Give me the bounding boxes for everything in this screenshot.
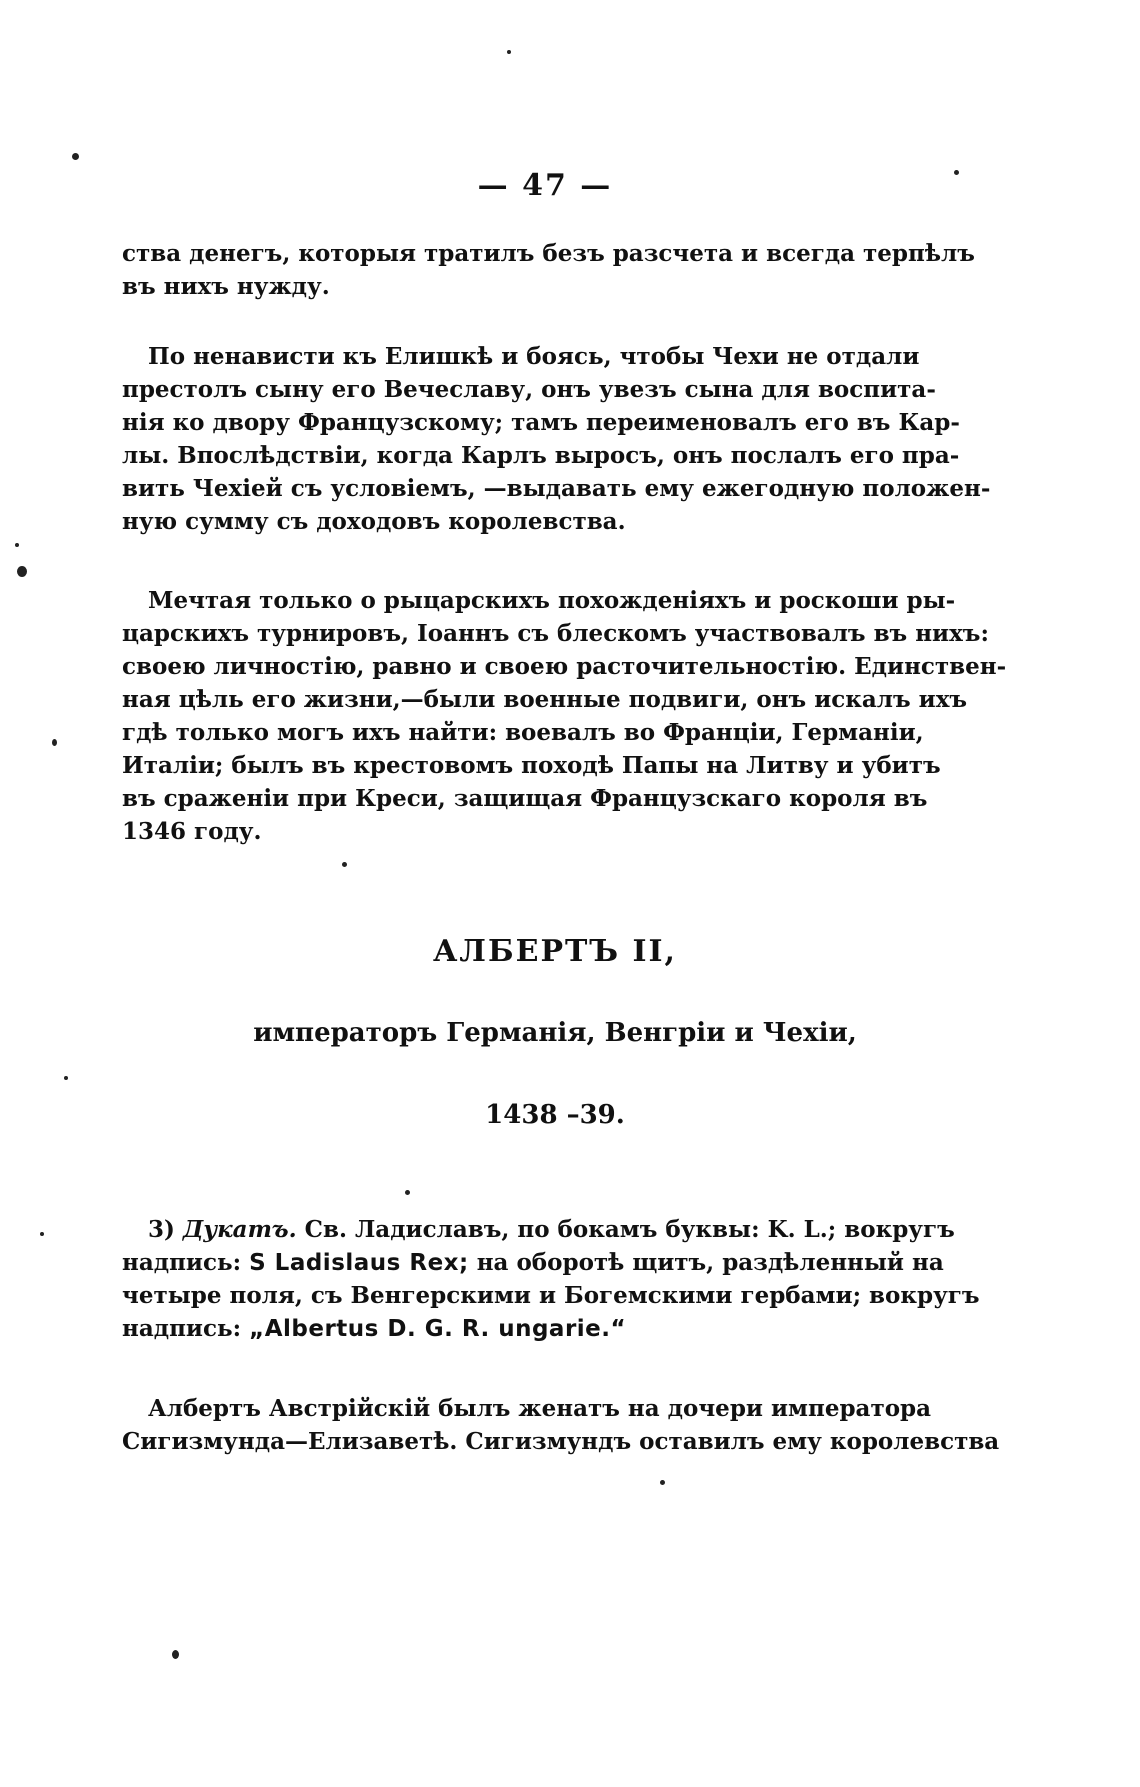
section-heading-years: 1438 –39.	[485, 1100, 625, 1130]
coin-number: 3)	[148, 1216, 175, 1243]
text-line: ную сумму съ доходовъ королевства.	[122, 508, 626, 535]
scan-speck	[405, 1190, 410, 1195]
section-heading-title: императоръ Германія, Венгріи и Чехіи,	[253, 1018, 857, 1048]
text-line	[122, 1213, 955, 1246]
scan-speck	[660, 1480, 665, 1485]
text-line: ная цѣль его жизни,—были военные подвиги, онъ искалъ ихъ	[122, 686, 968, 713]
text-line: Мечтая только о рыцарскихъ похожденіяхъ и роскоши ры-	[148, 587, 956, 614]
coin-description: на оборотѣ щитъ, раздѣленный на	[476, 1249, 944, 1276]
text-line: По ненависти къ Елишкѣ и боясь, чтобы Чехи не отдали	[148, 343, 920, 370]
text-line: лы. Впослѣдствіи, когда Карлъ выросъ, онъ послалъ его пра-	[122, 442, 960, 469]
text-line	[122, 1312, 877, 1345]
text-line: гдѣ только могъ ихъ найти: воевалъ во Франціи, Германіи,	[122, 719, 924, 746]
scan-speck	[15, 543, 19, 547]
paragraph	[122, 1392, 1000, 1458]
latin-inscription: S Ladislaus Rex;	[249, 1250, 469, 1276]
text-line: нія ко двору Французскому; тамъ переименовалъ его въ Кар-	[122, 409, 960, 436]
scan-speck	[507, 50, 511, 54]
text-line: Италіи; былъ въ крестовомъ походѣ Папы на Литву и убитъ	[122, 752, 941, 779]
text-line: своею личностію, равно и своею расточительностію. Единствен-	[122, 653, 1007, 680]
text-line: въ сраженіи при Креси, защищая Французскаго короля въ	[122, 785, 928, 812]
inscription-label: надпись:	[122, 1315, 242, 1342]
section-heading-name: АЛБЕРТЪ II,	[433, 934, 677, 969]
text-line: ства денегъ, которыя тратилъ безъ разсчета и всегда терпѣлъ	[122, 240, 975, 267]
coin-description: Св. Ладиславъ, по бокамъ буквы: K. L.; вокругъ	[304, 1216, 955, 1243]
text-line: четыре поля, съ Венгерскими и Богемскими гербами; вокругъ	[122, 1282, 980, 1309]
scan-speck	[172, 1650, 179, 1659]
latin-inscription: „Albertus D. G. R. ungarie.“	[249, 1316, 627, 1342]
scan-speck	[52, 739, 57, 746]
text-line: престолъ сыну его Вечеславу, онъ увезъ сына для воспита-	[122, 376, 936, 403]
scan-speck	[342, 862, 347, 867]
text-line: 1346 году.	[122, 818, 262, 845]
scan-speck	[17, 566, 27, 577]
text-line: царскихъ турнировъ, Іоаннъ съ блескомъ участвовалъ въ нихъ:	[122, 620, 989, 647]
text-line: Албертъ Австрійскій былъ женатъ на дочери императора	[148, 1395, 932, 1422]
coin-entry	[122, 1213, 980, 1345]
paragraph	[122, 340, 991, 538]
scan-speck	[40, 1232, 44, 1236]
paragraph	[122, 584, 1007, 848]
text-line: вить Чехіей съ условіемъ, —выдавать ему ежегодную положен-	[122, 475, 991, 502]
scan-speck	[72, 153, 79, 160]
coin-type: Дукатъ.	[182, 1216, 297, 1243]
text-line	[122, 1246, 944, 1279]
scan-speck	[64, 1076, 68, 1080]
text-line: въ нихъ нужду.	[122, 273, 330, 300]
page-number: — 47 —	[477, 168, 613, 203]
paragraph-continuation	[122, 237, 975, 303]
inscription-label: надпись:	[122, 1249, 242, 1276]
text-line: Сигизмунда—Елизаветѣ. Сигизмундъ оставилъ ему королевства	[122, 1428, 1000, 1455]
